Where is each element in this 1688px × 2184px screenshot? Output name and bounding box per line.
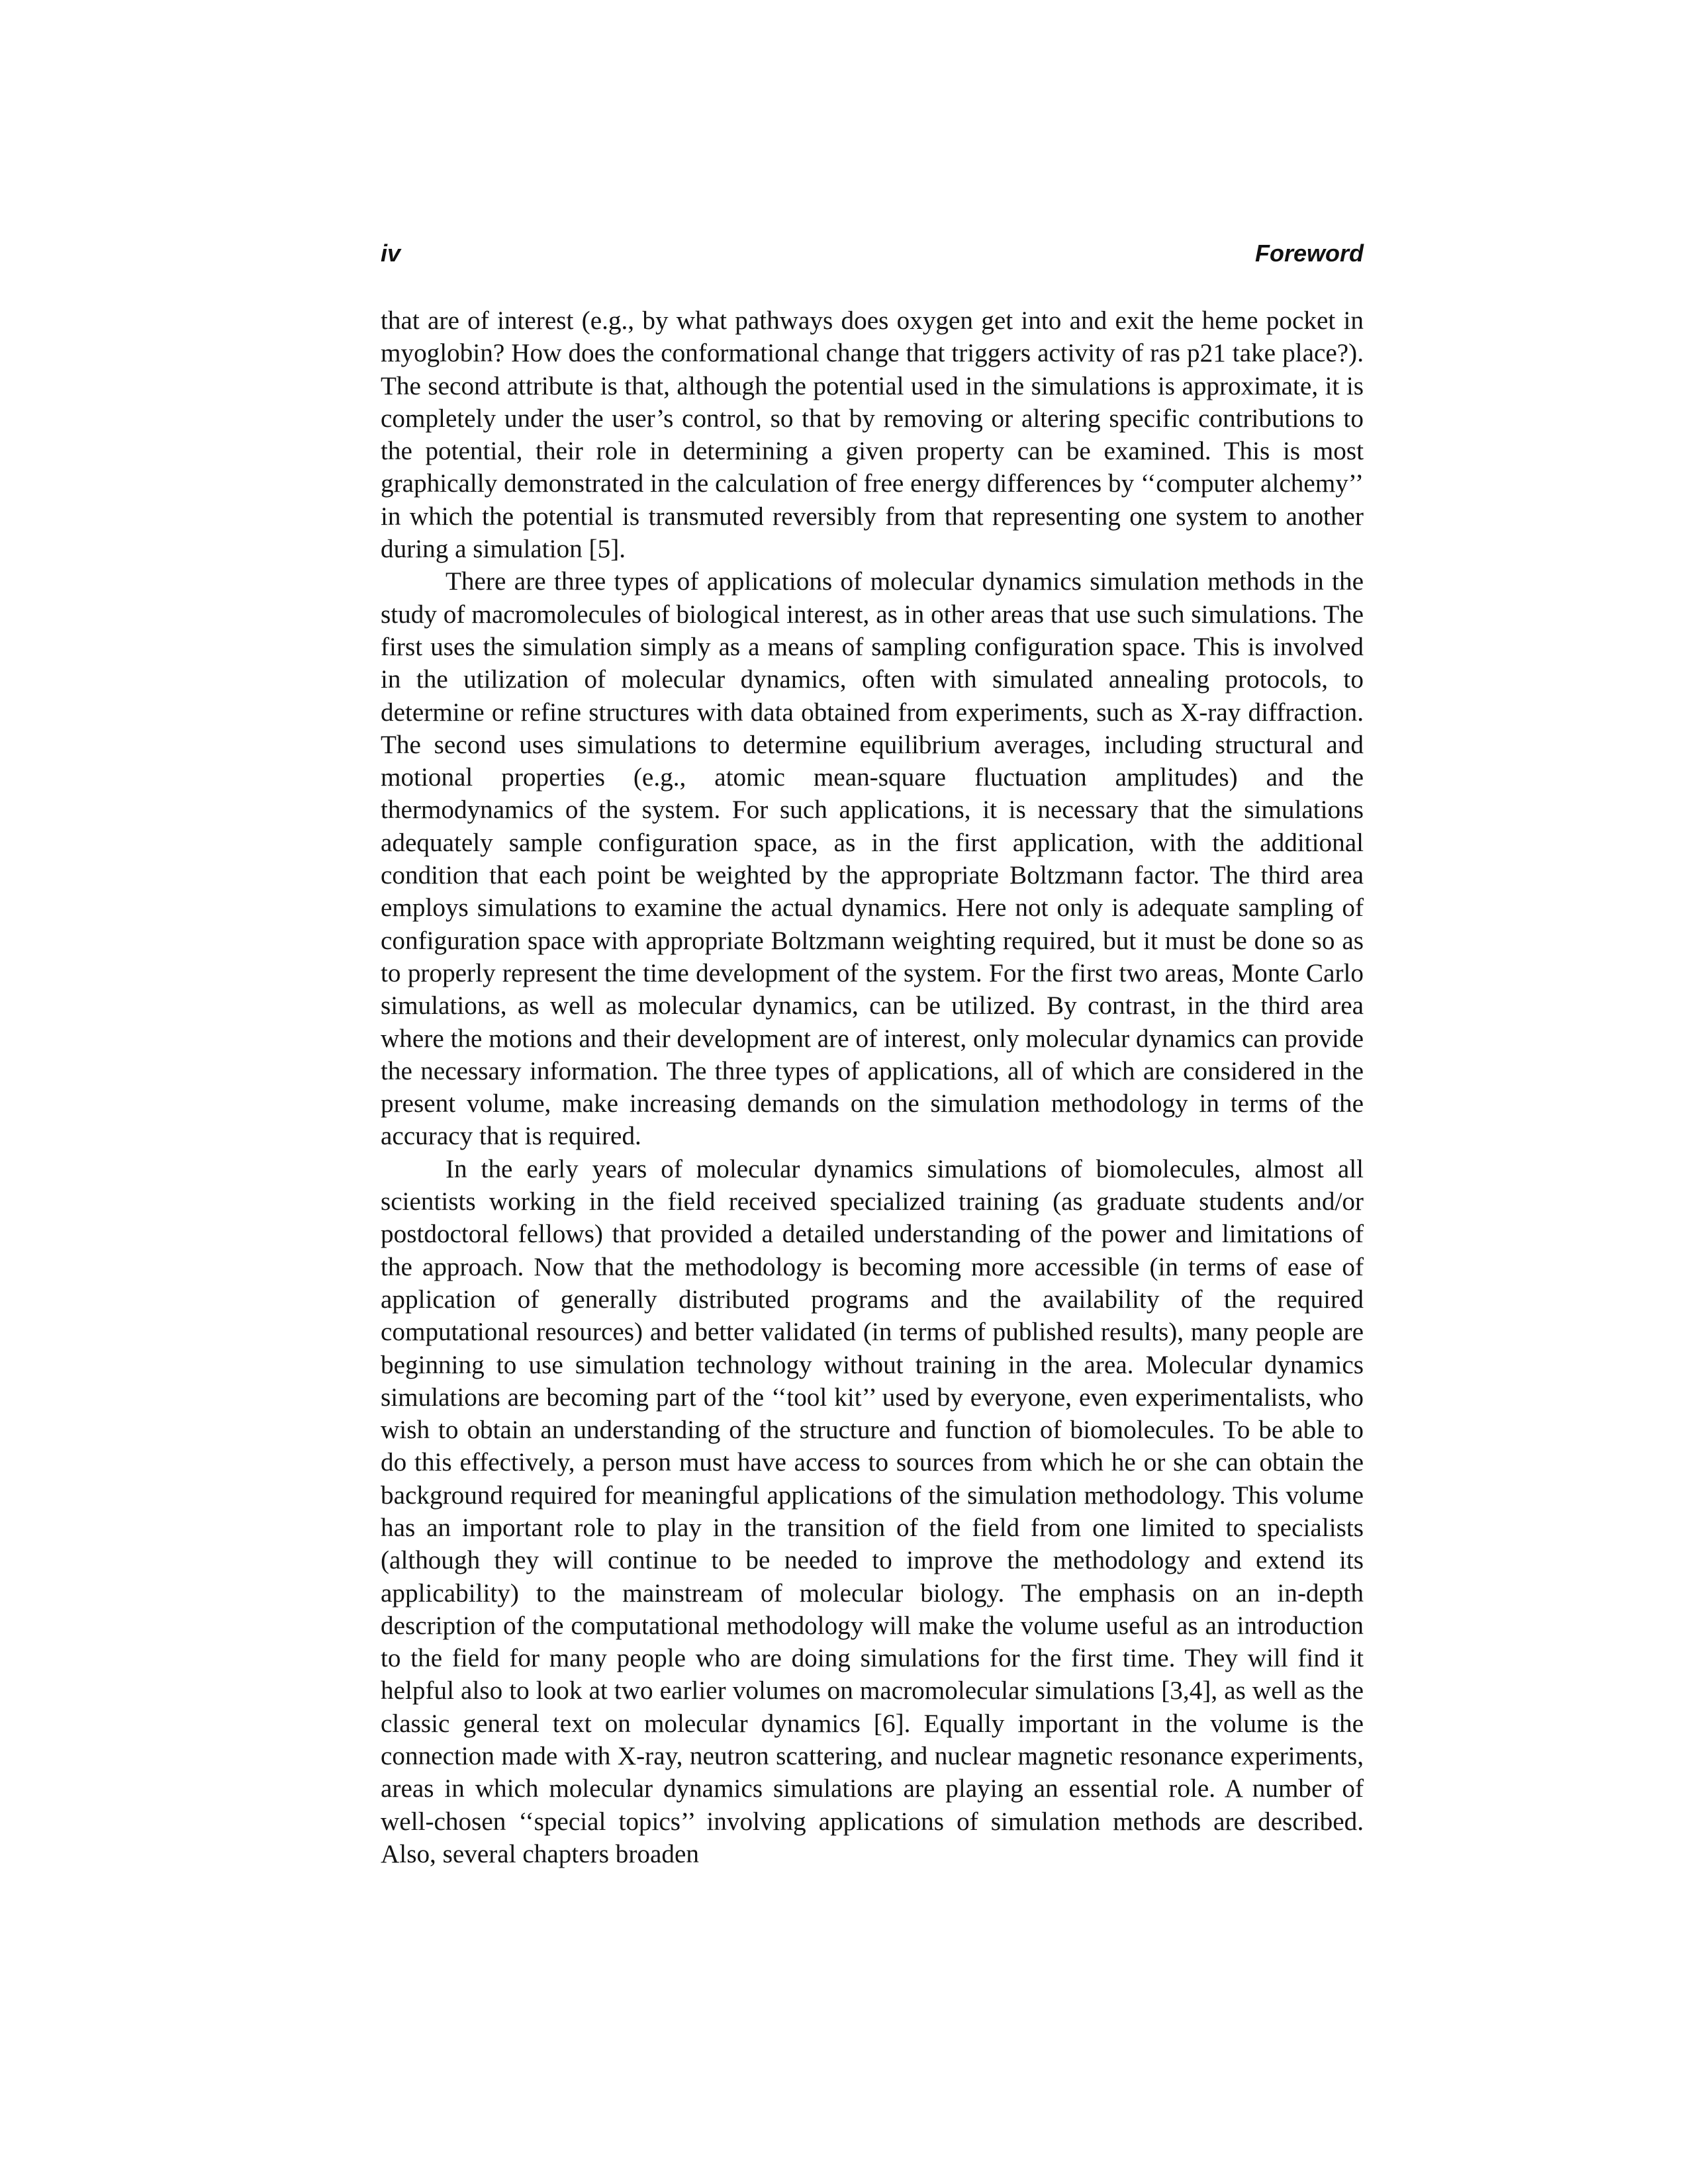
section-title: Foreword xyxy=(1254,240,1364,267)
page-number: iv xyxy=(381,240,401,267)
paragraph-applications: There are three types of applications of molecular dynamics simulation methods in the study of macromolecules of biological interest, as in other areas that use such simulations. The first uses the simulation simply as a means of sampling configuration space. This is involved in the utilization of molecular dynamics, often with simulated annealing protocols, to determine or refine structures with data obtained from experiments, such as X-ray diffraction. The second uses simulations to determine equilibrium averages, including structural and motional properties (e.g., atomic mean-square fluctuation amplitudes) and the thermodynamics of the system. For such applications, it is necessary that the simulations adequately sample configuration space, as in the first application, with the additional condition that each point be weighted by the appropriate Boltzmann factor. The third area employs simulations to examine the actual dynamics. Here not only is adequate sampling of configuration space with appropriate Boltzmann weighting required, but it must be done so as to properly represent the time development of the system. For the first two areas, Monte Carlo simulations, as well as molecular dynamics, can be utilized. By contrast, in the third area where the motions and their development are of interest, only molecular dynamics can provide the necessary information. The three types of applications, all of which are considered in the present volume, make increasing demands on the simulation methodology in terms of the accuracy that is required. xyxy=(381,567,1364,1151)
body-text xyxy=(381,304,1364,1870)
paragraph-early-years: In the early years of molecular dynamics simulations of biomolecules, almost all scientists working in the field received specialized training (as graduate students and/or postdoctoral fellows) that provided a detailed understanding of the power and limitations of the approach. Now that the methodology is becoming more accessible (in terms of ease of application of generally distributed programs and the availability of the required computational resources) and better validated (in terms of published results), many people are beginning to use simulation technology without training in the area. Molecular dynamics simulations are becoming part of the ‘‘tool kit’’ used by everyone, even experimentalists, who wish to obtain an understanding of the structure and function of biomolecules. To be able to do this effectively, a person must have access to sources from which he or she can obtain the background required for meaningful applications of the simulation methodology. This volume has an important role to play in the transition of the field from one limited to specialists (although they will continue to be needed to improve the methodology and extend its applicability) to the mainstream of molecular biology. The emphasis on an in-depth description of the computational methodology will make the volume useful as an introduction to the field for many people who are doing simulations for the first time. They will find it helpful also to look at two earlier volumes on macromolecular simulations [3,4], as well as the classic general text on molecular dynamics [6]. Equally important in the volume is the connection made with X-ray, neutron scattering, and nuclear magnetic resonance experiments, areas in which molecular dynamics simulations are playing an essential role. A number of well-chosen ‘‘special topics’’ involving applications of simulation methods are described. Also, several chapters broaden xyxy=(381,1154,1364,1868)
running-head xyxy=(381,240,1364,279)
paragraph-continued: that are of interest (e.g., by what pathways does oxygen get into and exit the heme pocket in myoglobin? How does the conformational change that triggers activity of ras p21 take place?). The second attribute is that, although the potential used in the simulations is approximate, it is completely under the user’s control, so that by removing or altering specific contributions to the potential, their role in determining a given property can be examined. This is most graphically demonstrated in the calculation of free energy differences by ‘‘computer alchemy’’ in which the potential is transmuted reversibly from that representing one system to another during a simulation [5]. xyxy=(381,306,1364,564)
